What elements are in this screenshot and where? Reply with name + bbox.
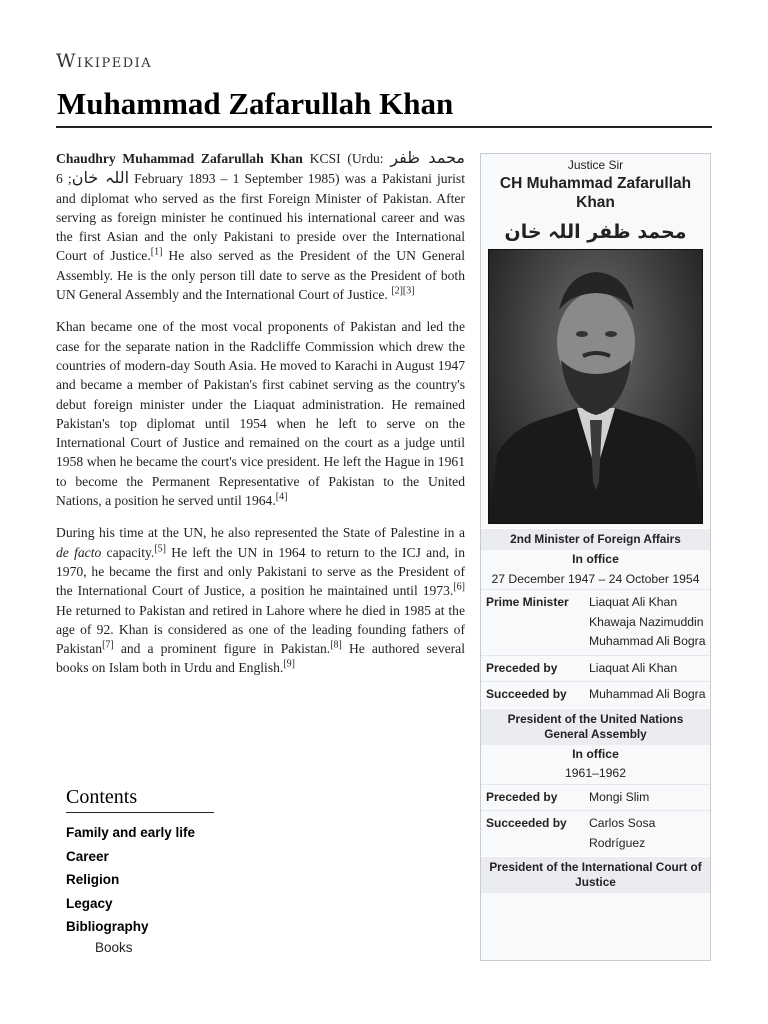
portrait-photo[interactable] (488, 249, 703, 524)
preceded-by-row: Preceded by Mongi Slim (481, 784, 710, 811)
toc-item-family[interactable]: Family and early life (66, 825, 196, 840)
infobox-honorific: Justice Sir (567, 158, 624, 172)
urdu-name: محمد ظفر اللہ خان (71, 148, 465, 188)
paragraph-career: Khan became one of the most vocal proponents of Pakistan and led the case for the separate nation in the Radcliffe Commission which drew the countries of modern-day South Asia. He moved to Karachi in August 1947 and became a member of Pakistan's first cabinet serving as the country's debut foreign minister under the Liaquat administration. He remained Pakistan's top diplomat until 1954 when he left to serve on the International Court of Justice and remained on the court as a judge until 1958 when he became the court's vice president. He left the Hague in 1961 to become the Permanent Representative of Pakistan to the United Nations, a position he served until 1964.[4] (56, 319, 465, 509)
citation-link[interactable]: [7] (102, 639, 114, 651)
toc-item-career[interactable]: Career (66, 848, 109, 864)
contents-list (66, 821, 266, 956)
toc-subitem-books[interactable]: Books (95, 939, 133, 955)
article-body (56, 148, 465, 691)
succeeded-by-row: Succeeded by Muhammad Ali Bogra (481, 681, 710, 708)
paragraph-intro: Chaudhry Muhammad Zafarullah Khan KCSI (Urdu: محمد ظفر اللہ خان; 6 February 1893 – 1 September 1985) was a Pakistani jurist and diplomat who served as the first Foreign Minister of Pakistan. After serving as foreign minister he continued his international career and was the first Asian and the only Pakistani to preside over the International Court of Justice.[1] He also served as the President of the UN General Assembly. He is the only person till date to serve as the President of both UN General Assembly and the International Court of Justice. [2][3] (56, 148, 465, 303)
portrait-image (489, 250, 702, 523)
toc-item-bibliography[interactable]: Bibliography (66, 919, 149, 934)
preceded-by-link[interactable]: Mongi Slim (589, 789, 650, 804)
prime-minister-row (481, 589, 710, 655)
citation-link[interactable]: [4] (275, 491, 288, 503)
in-office-label: In office (572, 746, 619, 761)
section-icj-header: President of the International Court of Justice (481, 856, 710, 893)
pm-link-nazimuddin[interactable]: Khawaja Nazimuddin (589, 614, 704, 629)
term-dates: 27 December 1947 – 24 October 1954 (491, 571, 700, 586)
prime-minister-values (589, 593, 710, 652)
prime-minister-label: Prime Minister (486, 595, 569, 609)
citation-link[interactable]: [3] (402, 285, 415, 297)
term-dates: 1961–1962 (564, 766, 626, 780)
citation-link[interactable]: [5] (154, 543, 167, 555)
toc-item-religion[interactable]: Religion (66, 872, 120, 887)
preceded-by-row: Preceded by Liaquat Ali Khan (481, 655, 710, 682)
succeeded-by-row: Succeeded by Carlos Sosa Rodríguez (481, 810, 710, 856)
wikipedia-logo[interactable]: Wikipedia (56, 50, 153, 72)
toc-item-legacy[interactable]: Legacy (66, 895, 113, 911)
paragraph-un: During his time at the UN, he also represented the State of Palestine in a de facto capacity.[5] He left the UN in 1964 to return to the ICJ and, in 1970, he became the first and only Pakistani to serve as the President of the International Court of Justice, a position he maintained until 1973.[6] He returned to Pakistan and retired in Lahore where he died in 1985 at the age of 92. Khan is considered as one of the leading founding fathers of Pakistan[7] and a prominent figure in Pakistan.[8] He authored several books on Islam both in Urdu and English.[9] (56, 525, 466, 676)
citation-link[interactable]: [9] (283, 658, 295, 670)
title-divider (56, 126, 712, 128)
citation-link[interactable]: [8] (330, 639, 342, 651)
citation-link[interactable]: [6] (453, 581, 465, 593)
infobox-urdu-name: محمد ظفر اللہ خان (504, 221, 687, 243)
pm-link-bogra[interactable]: Muhammad Ali Bogra (589, 634, 706, 648)
table-of-contents (66, 786, 266, 956)
page-title: Muhammad Zafarullah Khan (57, 86, 454, 121)
succeeded-by-link[interactable]: Muhammad Ali Bogra (589, 687, 706, 701)
citation-link[interactable]: [1] (150, 246, 163, 258)
contents-heading: Contents (66, 786, 214, 813)
citation-link[interactable]: [2] (391, 285, 403, 297)
subject-name: Chaudhry Muhammad Zafarullah Khan (56, 151, 303, 166)
infobox-name: CH Muhammad Zafarullah Khan (499, 175, 692, 211)
infobox (480, 153, 711, 961)
succeeded-by-link[interactable]: Carlos Sosa Rodríguez (589, 816, 656, 850)
in-office-label: In office (572, 552, 619, 566)
section-foreign-minister-header: 2nd Minister of Foreign Affairs (481, 528, 710, 550)
section-unga-header: President of the United Nations General Assembly (481, 708, 710, 745)
preceded-by-link[interactable]: Liaquat Ali Khan (589, 660, 678, 675)
pm-link-liaquat[interactable]: Liaquat Ali Khan (589, 595, 678, 609)
